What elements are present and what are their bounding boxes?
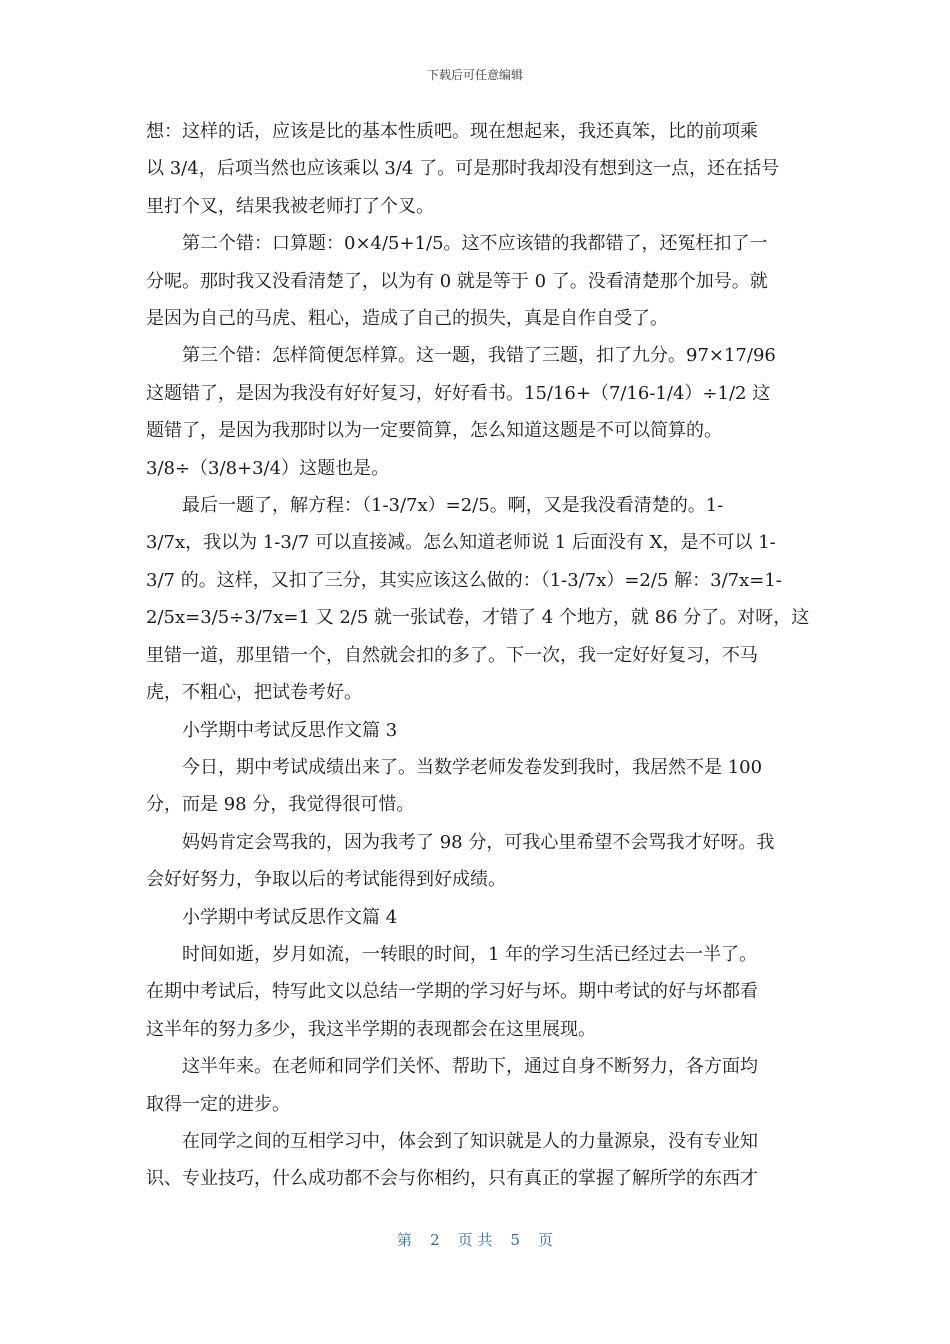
text-line: 在同学之间的互相学习中，体会到了知识就是人的力量源泉，没有专业知: [182, 1130, 758, 1152]
text-line: 在期中考试后，特写此文以总结一学期的学习好与坏。期中考试的好与坏都看: [146, 981, 758, 1003]
text-line: 3/7 的。这样，又扣了三分，其实应该这么做的：（1-3/7x）=2/5 解：3/7x=1-: [146, 569, 782, 591]
text-line: 这题错了，是因为我没有好好复习，好好看书。15/16+（7/16-1/4）÷1/2 这: [146, 382, 771, 404]
text-line: 第三个错：怎样简便怎样算。这一题，我错了三题，扣了九分。97×17/96: [182, 345, 776, 367]
text-line: 2/5x=3/5÷3/7x=1 又 2/5 就一张试卷，才错了 4 个地方，就 86 分了。对呀，这: [146, 607, 810, 629]
text-line: 今日，期中考试成绩出来了。当数学老师发卷发到我时，我居然不是 100: [182, 756, 763, 778]
text-line: 这半年来。在老师和同学们关怀、帮助下，通过自身不断努力，各方面均: [182, 1056, 758, 1078]
page-header: 下载后可任意编辑: [426, 68, 523, 82]
footer-label-ye: 页: [537, 1231, 553, 1249]
footer-label-ye-gong: 页 共: [457, 1231, 493, 1249]
text-line: 是因为自己的马虎、粗心，造成了自己的损失，真是自作自受了。: [146, 308, 668, 330]
text-line: 会好好努力，争取以后的考试能得到好成绩。: [146, 869, 506, 891]
text-line: 以 3/4，后项当然也应该乘以 3/4 了。可是那时我却没有想到这一点，还在括号: [146, 158, 780, 180]
text-line: 虎，不粗心，把试卷考好。: [146, 682, 362, 704]
text-line: 里错一道，那里错一个，自然就会扣的多了。下一次，我一定好好复习，不马: [146, 644, 758, 666]
footer-total-pages: 5: [510, 1231, 520, 1249]
document-body: [146, 113, 810, 1198]
text-line: 取得一定的进步。: [146, 1093, 290, 1115]
text-line: 分，而是 98 分，我觉得很可惜。: [146, 794, 415, 816]
text-line: 小学期中考试反思作文篇 4: [182, 906, 398, 928]
text-line: 里打个叉，结果我被老师打了个叉。: [146, 195, 434, 217]
text-line: 这半年的努力多少，我这半学期的表现都会在这里展现。: [146, 1018, 596, 1040]
footer-label-di: 第: [397, 1231, 413, 1249]
text-line: 分呢。那时我又没看清楚了，以为有 0 就是等于 0 了。没看清楚那个加号。就: [146, 270, 768, 292]
text-line: 第二个错：口算题：0×4/5+1/5。这不应该错的我都错了，还冤枉扣了一: [182, 233, 768, 255]
text-line: 识、专业技巧，什么成功都不会与你相约，只有真正的掌握了解所学的东西才: [146, 1168, 758, 1190]
text-line: 小学期中考试反思作文篇 3: [182, 719, 398, 741]
text-line: 3/7x，我以为 1-3/7 可以直接减。怎么知道老师说 1 后面没有 X，是不可以 1-: [146, 532, 776, 554]
text-line: 3/8÷（3/8+3/4）这题也是。: [146, 457, 390, 479]
text-line: 想：这样的话，应该是比的基本性质吧。现在想起来，我还真笨，比的前项乘: [146, 121, 758, 142]
page-footer: [0, 1229, 950, 1250]
footer-current-page: 2: [430, 1231, 440, 1249]
text-line: 最后一题了，解方程：（1-3/7x）=2/5。啊，又是我没看清楚的。1-: [182, 495, 724, 517]
text-line: 妈妈肯定会骂我的，因为我考了 98 分，可我心里希望不会骂我才好呀。我: [182, 831, 775, 853]
text-line: 时间如逝，岁月如流，一转眼的时间，1 年的学习生活已经过去一半了。: [182, 943, 758, 965]
text-line: 题错了，是因为我那时以为一定要简算，怎么知道这题是不可以简算的。: [146, 420, 722, 442]
